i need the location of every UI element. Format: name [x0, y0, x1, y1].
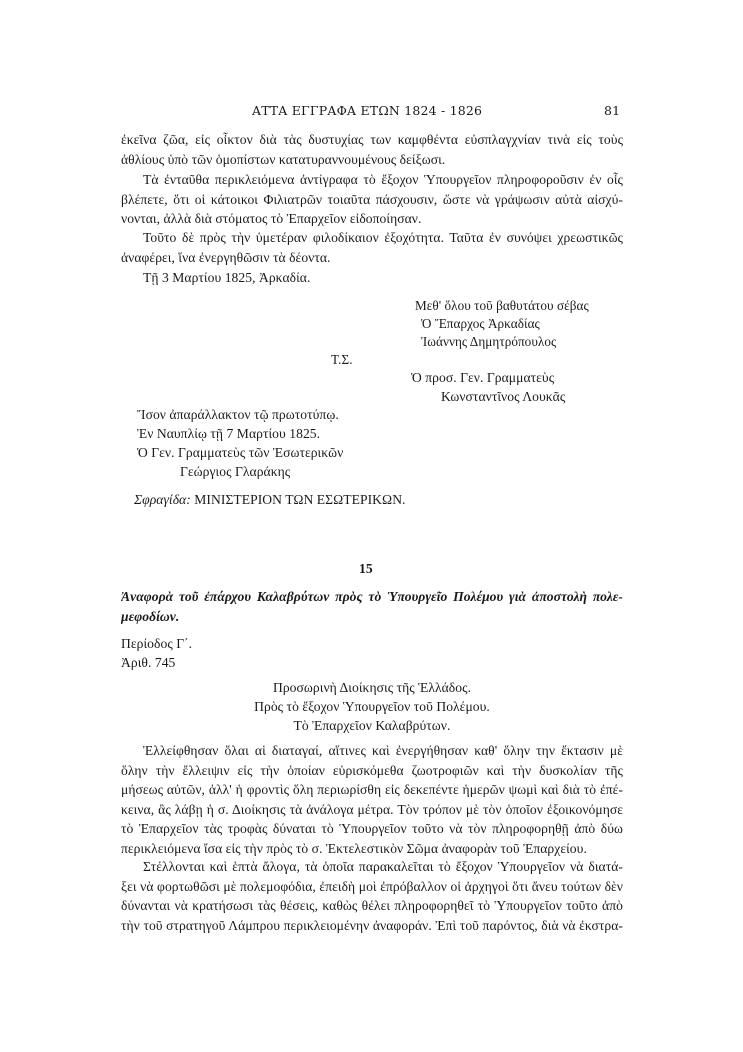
text-line: δύνανται νὰ κρατήσωσι τὰς θέσεις, καθὼς θέλει πληροφορηθεῖ τὸ Ὑπουργεῖον τοῦτο ἀπὸ — [121, 898, 623, 914]
heading-sender: Τὸ Ἐπαρχεῖον Καλαβρύτων. — [293, 718, 451, 733]
text-line: τὴν τοῦ στρατηγοῦ Λάμπρου περικλειομένην ἀναφοράν. Ἐπὶ τοῦ παρόντος, διὰ νὰ ἐκστρα- — [121, 917, 623, 933]
seal-label: Σφραγίδα: — [134, 492, 191, 507]
period: Περίοδος Γ΄. — [121, 636, 193, 651]
seal-text: ΜΙΝΙΣΤΕΡΙΟΝ ΤΩΝ ΕΣΩΤΕΡΙΚΩΝ. — [194, 492, 406, 507]
text-line: Ἀναφορὰ τοῦ ἐπάρχου Καλαβρύτων πρὸς τὸ Ὑπουργεῖο Πολέμου γιὰ ἀποστολὴ πολε- — [121, 589, 623, 604]
running-title: ΑΤΤΑ ΕΓΓΡΑΦΑ ΕΤΩΝ 1824 - 1826 — [252, 103, 483, 118]
doc14-date: Τῇ 3 Μαρτίου 1825, Ἀρκαδία. — [143, 270, 311, 285]
secretary-title: Ὁ προσ. Γεν. Γραμματεὺς — [411, 370, 555, 385]
text-line: ἀναφέρει, ἵνα ἐνεργηθῶσιν τὰ δέοντα. — [121, 249, 331, 265]
text-line: ὅλην τὴν ἔλλειψιν εἰς τὴν ὁποίαν εὑρισκόμεθα ζωοτροφιῶν καὶ τὴν δυσκολίαν τῆς — [121, 762, 623, 778]
seal-line — [134, 490, 406, 510]
closing-formula: Μεθ' ὅλου τοῦ βαθυτάτου σέβας — [415, 298, 589, 313]
page-number: 81 — [604, 103, 621, 118]
text-line: Ἐλλείφθησαν ὅλαι αἱ διαταγαί, αἵτινες καὶ ἐνεργήθησαν καθ' ὅλην την ἔκτασιν μὲ — [143, 743, 623, 758]
text-line: βλέπετε, ὅτι οἱ κάτοικοι Φιλιατρῶν τοιαῦτα πάσχουσιν, ὥστε νὰ γράψωσιν αὐτὰ αἰσχύ- — [121, 191, 623, 207]
doc14-paragraph-3 — [121, 228, 623, 267]
document-number: 15 — [359, 561, 373, 576]
text-line: μήσεως αὐτῶν, ἀλλ' ἡ φροντὶς ὅλη περιωρίσθη εἰς δεκεπέντε ἡμερῶν ψωμὶ καὶ διὰ τὸ ἐπέ- — [121, 782, 623, 798]
text-line: Στέλλονται καὶ ἑπτὰ ἄλογα, τὰ ὁποῖα παρακαλεῖται τὸ ἔξοχον Ὑπουργεῖον νὰ διατά- — [143, 859, 623, 874]
copy-attestation-4: Γεώργιος Γλαράκης — [180, 464, 291, 479]
text-line: Τὰ ἐνταῦθα περικλειόμενα ἀντίγραφα τὸ ἔξοχον Ὑπουργεῖον πληροφοροῦσιν ἐν οἷς — [143, 172, 623, 187]
doc15-summary — [121, 587, 623, 626]
copy-attestation-3: Ὁ Γεν. Γραμματεὺς τῶν Ἐσωτερικῶν — [137, 445, 344, 460]
text-line: ξει νὰ φορτωθῶσι μὲ πολεμοφόδια, ἐπειδὴ μοὶ ἐπρόβαλλον οἱ ἀρχηγοὶ ὅτι ἄνευ τούτων δὲν — [121, 878, 623, 894]
copy-attestation-2: Ἐν Ναυπλίῳ τῇ 7 Μαρτίου 1825. — [137, 426, 321, 441]
text-line: κεινα, ἂς λάβῃ ἡ σ. Διοίκησις τὰ ἀνάλογα μέτρα. Τὸν τρόπον μὲ τὸν ὁποῖον ἐξοικονόμησε — [121, 801, 623, 817]
secretary-name: Κωνσταντῖνος Λουκᾶς — [441, 389, 566, 404]
text-line: νονται, ἀλλὰ διὰ στόματος τὸ Ἐπαρχεῖον εἰδοποίησαν. — [121, 211, 422, 227]
heading-government: Προσωρινὴ Διοίκησις τῆς Ἑλλάδος. — [272, 680, 471, 695]
heading-recipient: Πρὸς τὸ ἔξοχον Ὑπουργεῖον τοῦ Πολέμου. — [254, 699, 490, 714]
sender-title: Ὁ Ἔπαρχος Ἀρκαδίας — [421, 316, 540, 331]
reference-number: Ἀριθ. 745 — [121, 655, 176, 670]
doc14-paragraph-1 — [121, 130, 623, 169]
sender-name: Ἰωάννης Δημητρόπουλος — [421, 334, 557, 349]
text-line: ἐκεῖνα ζῶα, εἰς οἶκτον διὰ τὰς δυστυχίας των καμφθέντα εὐσπλαγχνίαν τινὰ εἰς τοὺς — [121, 132, 623, 147]
text-line: περικλειόμενα ἴσα εἰς τὴν πρὸς τὸ σ. Ἐκτελεστικὸν Σῶμα ἀναφορὰν τοῦ Ἐπαρχείου. — [121, 840, 587, 856]
text-line: μεφοδίων. — [121, 608, 180, 624]
text-line: ἀθλίους ὑπὸ τῶν ὁμοπίστων κατατυραννουμένους δείξωσι. — [121, 151, 446, 167]
copy-attestation-1: Ἴσον ἀπαράλλακτον τῷ πρωτοτύπῳ. — [137, 407, 339, 422]
text-line: Τοῦτο δὲ πρὸς τὴν ὑμετέραν φιλοδίκαιον ἐξοχότητα. Ταῦτα ἐν συνόψει χρεωστικῶς — [143, 230, 623, 245]
seal-mark-ts: Τ.Σ. — [331, 352, 353, 367]
doc14-paragraph-2 — [121, 170, 623, 229]
doc15-paragraph-1 — [121, 741, 623, 859]
text-line: τὸ Ἐπαρχεῖον τὰς τροφὰς δύναται τὸ Ὑπουργεῖον τοῦτο νὰ τὸν πληροφορηθῇ ἀπὸ δύω — [121, 821, 623, 837]
doc15-paragraph-2 — [121, 857, 623, 935]
